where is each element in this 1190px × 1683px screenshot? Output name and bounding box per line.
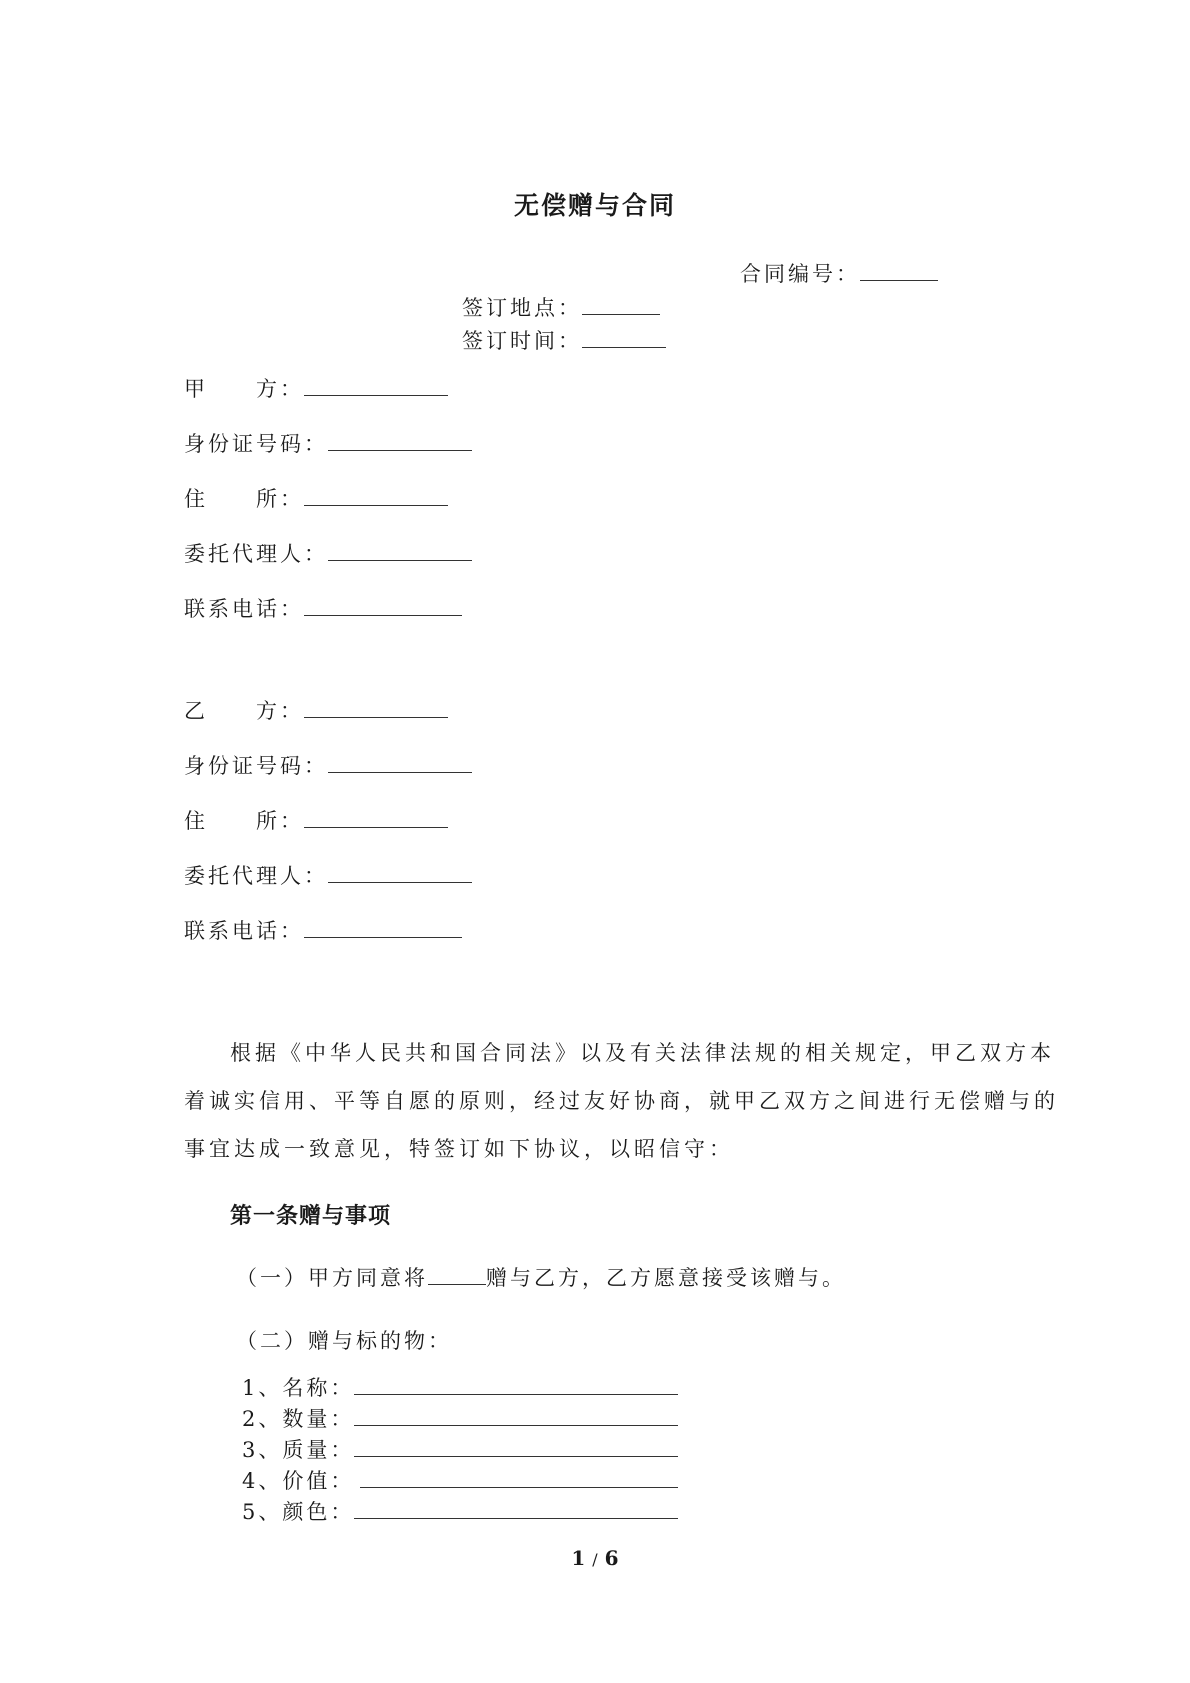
article-1-item-1-post: 赠与乙方，乙方愿意接受该赠与。 <box>486 1266 846 1290</box>
sign-place-label: 签订地点： <box>462 296 582 320</box>
article-1-item-1 <box>236 1262 846 1292</box>
field-quantity-blank <box>354 1424 678 1426</box>
party-a-agent <box>184 538 472 568</box>
field-value-label: 4、价值： <box>242 1469 355 1493</box>
party-b-id <box>184 750 472 780</box>
party-b-address-blank <box>304 826 448 828</box>
contract-number-label: 合同编号： <box>740 262 860 286</box>
field-color <box>242 1496 678 1526</box>
sign-time <box>462 325 666 355</box>
field-color-blank <box>354 1517 678 1519</box>
party-b-agent-label: 委托代理人： <box>184 864 328 888</box>
field-quantity-label: 2、数量： <box>242 1407 355 1431</box>
field-name <box>242 1372 678 1402</box>
field-quantity <box>242 1403 678 1433</box>
page-total: 6 <box>604 1546 619 1570</box>
field-quality <box>242 1434 678 1464</box>
field-quality-label: 3、质量： <box>242 1438 355 1462</box>
party-a-id-label: 身份证号码： <box>184 432 328 456</box>
party-a-address-blank <box>304 504 448 506</box>
party-a-phone-blank <box>304 614 462 616</box>
party-b-agent-blank <box>328 881 472 883</box>
party-b-id-blank <box>328 771 472 773</box>
party-a-address-label: 住 所： <box>184 487 304 511</box>
party-b-name <box>184 695 448 725</box>
sign-time-blank <box>582 346 666 348</box>
party-b-agent <box>184 860 472 890</box>
page-title: 无偿赠与合同 <box>513 191 676 220</box>
party-a-name <box>184 373 448 403</box>
sign-place-blank <box>582 313 660 315</box>
party-a-phone <box>184 593 462 623</box>
sign-place <box>462 292 660 322</box>
party-a-agent-label: 委托代理人： <box>184 542 328 566</box>
party-a-id-blank <box>328 449 472 451</box>
contract-number <box>740 258 938 288</box>
contract-number-blank <box>860 279 938 281</box>
party-b-phone-label: 联系电话： <box>184 919 304 943</box>
party-b-address-label: 住 所： <box>184 809 304 833</box>
field-name-blank <box>354 1393 678 1395</box>
party-a-phone-label: 联系电话： <box>184 597 304 621</box>
party-b-name-label: 乙 方： <box>184 699 304 723</box>
sign-time-label: 签订时间： <box>462 329 582 353</box>
field-value-blank <box>360 1486 678 1488</box>
page-indicator <box>0 1546 1190 1570</box>
article-1-item-1-blank <box>428 1283 486 1285</box>
party-b-phone-blank <box>304 936 462 938</box>
article-1-item-1-pre: （一）甲方同意将 <box>236 1266 428 1290</box>
party-a-id <box>184 428 472 458</box>
article-1-heading: 第一条赠与事项 <box>230 1203 392 1229</box>
intro-line-1: 根据《中华人民共和国合同法》以及有关法律法规的相关规定，甲乙双方本 <box>230 1041 1055 1065</box>
party-b-name-blank <box>304 716 448 718</box>
page-separator: / <box>592 1550 598 1569</box>
field-name-label: 1、名称： <box>242 1376 355 1400</box>
party-a-name-label: 甲 方： <box>184 377 304 401</box>
party-b-address <box>184 805 448 835</box>
party-b-phone <box>184 915 462 945</box>
intro-line-3: 事宜达成一致意见，特签订如下协议，以昭信守： <box>184 1137 734 1161</box>
party-b-id-label: 身份证号码： <box>184 754 328 778</box>
intro-line-2: 着诚实信用、平等自愿的原则，经过友好协商，就甲乙双方之间进行无偿赠与的 <box>184 1089 1059 1113</box>
party-a-agent-blank <box>328 559 472 561</box>
page-current: 1 <box>571 1546 586 1570</box>
field-value <box>242 1465 678 1495</box>
field-quality-blank <box>354 1455 678 1457</box>
article-1-item-2: （二）赠与标的物： <box>236 1329 452 1353</box>
field-color-label: 5、颜色： <box>242 1500 355 1524</box>
party-a-name-blank <box>304 394 448 396</box>
party-a-address <box>184 483 448 513</box>
